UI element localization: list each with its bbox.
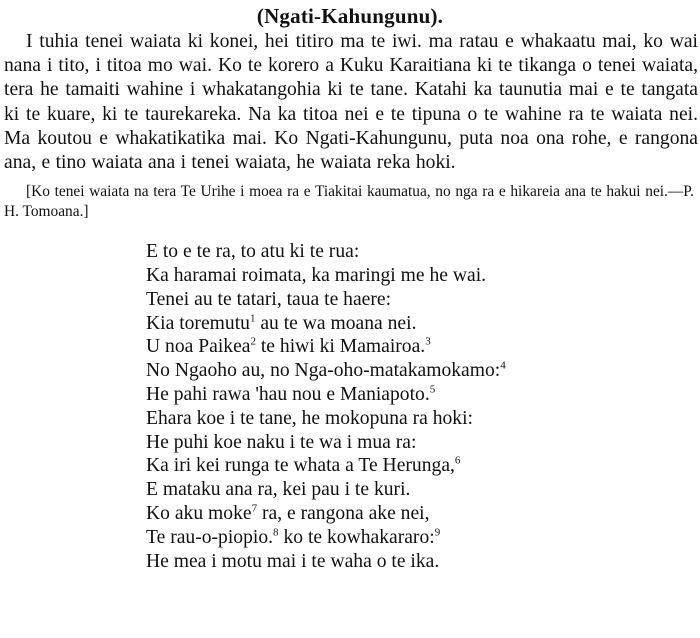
- poem-line: No Ngaoho au, no Nga-oho-matakamokamo:$^4$: [146, 359, 506, 382]
- poem: [0, 240, 700, 573]
- footnote-marker: 5: [429, 383, 436, 396]
- poem-line: E mataku ana ra, kei pau i te kuri.: [146, 479, 411, 501]
- poem-line: Ehara koe i te tane, he mokopuna ra hoki:: [146, 407, 473, 429]
- attribution-note: [Ko tenei waiata na tera Te Urihe i moea ra e Tiakitai kaumatua, no nga ra e hikareia ana te hakui nei.—P. H. Tomoana.]: [4, 183, 694, 221]
- intro-paragraph: I tuhia tenei waiata ki konei, hei titiro ma te iwi. ma ratau e whakaatu mai, ko wai nana i tito, i titoa mo wai. Ko te korero a Kuku Karaitiana ki te tikanga o tenei waiata, tera he tamaiti wahine i whakatangohia ki te tane. Katahi ka taunutia mai e te tangata ki te kuare, ki te taurekareka. Na ka titoa nei e te tipuna o te wahine ra te waiata nei. Ma koutou e whakatikatika mai. Ko Ngati-Kahungunu, puta noa ona rohe, e rangona ana, e tino waiata ana i tenei waiata, he waiata reka hoki.: [4, 31, 698, 174]
- footnote-marker: 1: [249, 312, 256, 325]
- footnote-marker: 8: [273, 526, 279, 539]
- poem-line: Kia toremutu$^1$ au te wa moana nei.: [146, 312, 417, 334]
- poem-line: He pahi rawa 'hau nou e Maniapoto.$^5$: [146, 383, 436, 405]
- poem-line: He puhi koe naku i te wa i mua ra:: [146, 431, 417, 453]
- poem-line: He mea i motu mai i te waha o te ika.: [146, 550, 440, 572]
- poem-line: Ka haramai roimata, ka maringi me he wai.: [146, 265, 487, 287]
- poem-line: E to e te ra, to atu ki te rua:: [146, 241, 360, 263]
- poem-line: Tenei au te tatari, taua te haere:: [146, 288, 392, 310]
- footnote-marker: 4: [500, 359, 506, 372]
- footnote-marker: 2: [250, 335, 256, 348]
- poem-line: Te rau-o-piopio.$^8$ ko te kowhakararo:$^9$: [146, 526, 441, 548]
- poem-line: Ka iri kei runga te whata a Te Herunga,$^6$: [146, 454, 461, 477]
- poem-line: Ko aku moke$^7$ ra, e rangona ake nei,: [146, 502, 430, 524]
- poem-line: U noa Paikea$^2$ te hiwi ki Mamairoa.$^3$: [146, 335, 431, 358]
- page-heading: (Ngati-Kahungunu).: [256, 4, 444, 28]
- footnote-marker: 7: [251, 502, 258, 515]
- footnote-marker: 3: [425, 335, 431, 348]
- footnote-marker: 6: [454, 454, 461, 467]
- footnote-marker: 9: [434, 526, 441, 539]
